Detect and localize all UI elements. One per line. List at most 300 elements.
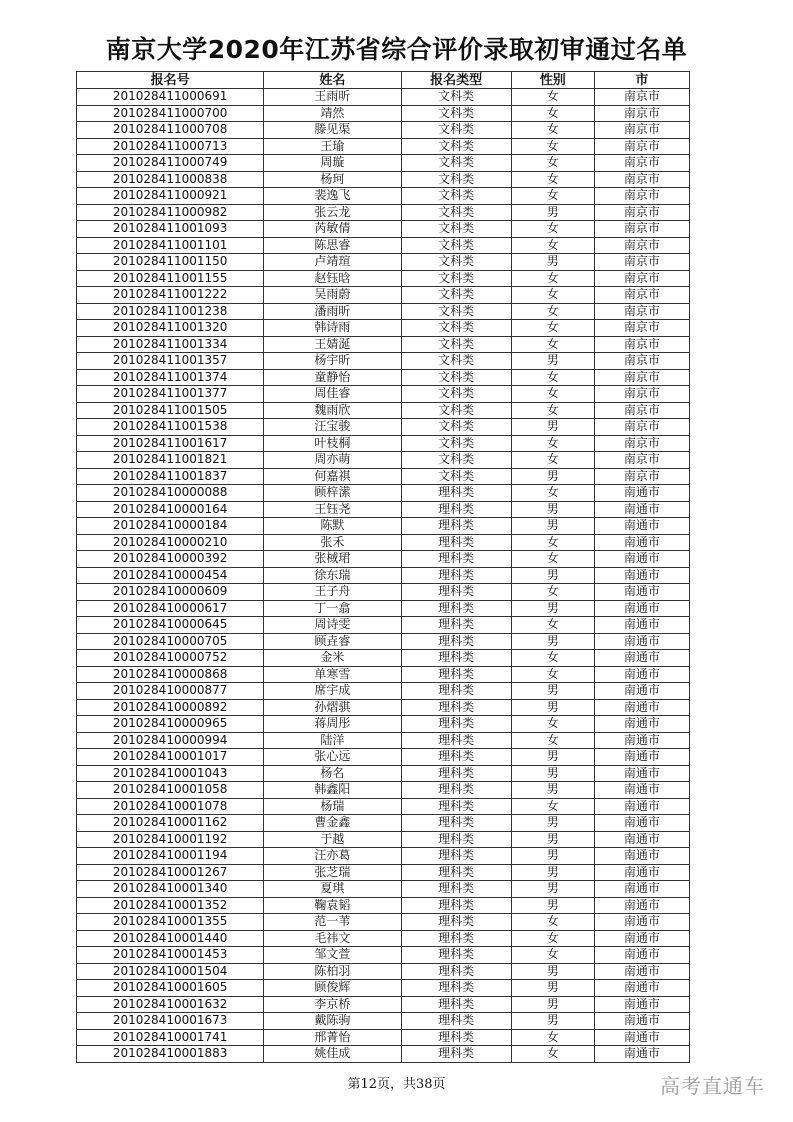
table-row <box>77 435 690 452</box>
category-cell: 理科类 <box>401 551 511 568</box>
category-cell: 文科类 <box>401 402 511 419</box>
city-cell: 南通市 <box>594 947 689 964</box>
name-cell: 曹金鑫 <box>264 815 401 832</box>
table-row <box>77 336 690 353</box>
name-cell: 滕见渠 <box>264 122 401 139</box>
gender-cell: 女 <box>511 320 594 337</box>
table-row <box>77 452 690 469</box>
category-cell: 文科类 <box>401 419 511 436</box>
category-cell: 文科类 <box>401 89 511 106</box>
table-row <box>77 320 690 337</box>
city-cell: 南京市 <box>594 89 689 106</box>
city-cell: 南通市 <box>594 831 689 848</box>
gender-cell: 女 <box>511 798 594 815</box>
city-cell: 南京市 <box>594 237 689 254</box>
table-row <box>77 848 690 865</box>
table-row <box>77 270 690 287</box>
table-row <box>77 534 690 551</box>
city-cell: 南通市 <box>594 567 689 584</box>
name-cell: 卢靖瑄 <box>264 254 401 271</box>
gender-cell: 女 <box>511 732 594 749</box>
table-row <box>77 204 690 221</box>
table-row <box>77 501 690 518</box>
registration-no-cell: 201028411000982 <box>77 204 264 221</box>
gender-cell: 女 <box>511 122 594 139</box>
registration-no-cell: 201028410000210 <box>77 534 264 551</box>
gender-cell: 女 <box>511 89 594 106</box>
header-gender: 性别 <box>511 72 594 89</box>
category-cell: 文科类 <box>401 155 511 172</box>
city-cell: 南京市 <box>594 204 689 221</box>
city-cell: 南京市 <box>594 138 689 155</box>
gender-cell: 女 <box>511 551 594 568</box>
name-cell: 周佳睿 <box>264 386 401 403</box>
header-registration-no: 报名号 <box>77 72 264 89</box>
category-cell: 理科类 <box>401 798 511 815</box>
category-cell: 文科类 <box>401 303 511 320</box>
gender-cell: 女 <box>511 237 594 254</box>
gender-cell: 男 <box>511 683 594 700</box>
registration-no-cell: 201028411000708 <box>77 122 264 139</box>
table-row <box>77 1029 690 1046</box>
city-cell: 南京市 <box>594 270 689 287</box>
registration-no-cell: 201028410000645 <box>77 617 264 634</box>
category-cell: 理科类 <box>401 683 511 700</box>
name-cell: 孙熠骐 <box>264 699 401 716</box>
city-cell: 南通市 <box>594 881 689 898</box>
gender-cell: 女 <box>511 402 594 419</box>
city-cell: 南京市 <box>594 353 689 370</box>
registration-no-cell: 201028410001355 <box>77 914 264 931</box>
registration-no-cell: 201028410000868 <box>77 666 264 683</box>
city-cell: 南通市 <box>594 897 689 914</box>
city-cell: 南通市 <box>594 666 689 683</box>
registration-no-cell: 201028410000752 <box>77 650 264 667</box>
city-cell: 南通市 <box>594 798 689 815</box>
category-cell: 理科类 <box>401 699 511 716</box>
category-cell: 文科类 <box>401 468 511 485</box>
watermark-logo-text: 高考直通车 <box>660 1074 765 1098</box>
name-cell: 张棫珺 <box>264 551 401 568</box>
name-cell: 杨宇昕 <box>264 353 401 370</box>
city-cell: 南京市 <box>594 402 689 419</box>
registration-no-cell: 201028411001377 <box>77 386 264 403</box>
category-cell: 文科类 <box>401 105 511 122</box>
registration-no-cell: 201028410001267 <box>77 864 264 881</box>
name-cell: 王婧涎 <box>264 336 401 353</box>
registration-no-cell: 201028411001374 <box>77 369 264 386</box>
city-cell: 南京市 <box>594 122 689 139</box>
gender-cell: 男 <box>511 831 594 848</box>
category-cell: 理科类 <box>401 930 511 947</box>
registration-no-cell: 201028411000749 <box>77 155 264 172</box>
gender-cell: 男 <box>511 1013 594 1030</box>
category-cell: 理科类 <box>401 650 511 667</box>
gender-cell: 女 <box>511 105 594 122</box>
name-cell: 邢菁怡 <box>264 1029 401 1046</box>
name-cell: 夏琪 <box>264 881 401 898</box>
gender-cell: 男 <box>511 765 594 782</box>
registration-no-cell: 201028410001043 <box>77 765 264 782</box>
registration-no-cell: 201028411001155 <box>77 270 264 287</box>
city-cell: 南通市 <box>594 815 689 832</box>
header-row <box>77 72 690 89</box>
category-cell: 理科类 <box>401 732 511 749</box>
registration-no-cell: 201028410001440 <box>77 930 264 947</box>
category-cell: 理科类 <box>401 534 511 551</box>
table-row <box>77 567 690 584</box>
table-row <box>77 782 690 799</box>
category-cell: 理科类 <box>401 1046 511 1063</box>
name-cell: 裴逸飞 <box>264 188 401 205</box>
registration-no-cell: 201028411001222 <box>77 287 264 304</box>
name-cell: 陈柏羽 <box>264 963 401 980</box>
city-cell: 南京市 <box>594 419 689 436</box>
category-cell: 文科类 <box>401 452 511 469</box>
name-cell: 汪宝骏 <box>264 419 401 436</box>
registration-no-cell: 201028410001605 <box>77 980 264 997</box>
registration-no-cell: 201028410001741 <box>77 1029 264 1046</box>
registration-no-cell: 201028410000705 <box>77 633 264 650</box>
gender-cell: 男 <box>511 518 594 535</box>
registration-no-cell: 201028410000877 <box>77 683 264 700</box>
gender-cell: 男 <box>511 468 594 485</box>
table-row <box>77 666 690 683</box>
table-row <box>77 765 690 782</box>
category-cell: 理科类 <box>401 666 511 683</box>
table-row <box>77 303 690 320</box>
gender-cell: 女 <box>511 369 594 386</box>
category-cell: 文科类 <box>401 287 511 304</box>
name-cell: 蒋周彤 <box>264 716 401 733</box>
admission-table <box>76 71 690 1063</box>
registration-no-cell: 201028410000617 <box>77 600 264 617</box>
category-cell: 文科类 <box>401 435 511 452</box>
table-row <box>77 600 690 617</box>
registration-no-cell: 201028411000713 <box>77 138 264 155</box>
gender-cell: 女 <box>511 1046 594 1063</box>
registration-no-cell: 201028411001320 <box>77 320 264 337</box>
name-cell: 戴陈驹 <box>264 1013 401 1030</box>
table-row <box>77 617 690 634</box>
header-category: 报名类型 <box>401 72 511 89</box>
name-cell: 韩诗雨 <box>264 320 401 337</box>
name-cell: 王子舟 <box>264 584 401 601</box>
gender-cell: 女 <box>511 188 594 205</box>
city-cell: 南通市 <box>594 864 689 881</box>
table-row <box>77 732 690 749</box>
city-cell: 南京市 <box>594 188 689 205</box>
registration-no-cell: 201028410000184 <box>77 518 264 535</box>
table-header <box>77 72 690 89</box>
table-row <box>77 749 690 766</box>
name-cell: 何嘉祺 <box>264 468 401 485</box>
registration-no-cell: 201028410000994 <box>77 732 264 749</box>
category-cell: 文科类 <box>401 254 511 271</box>
city-cell: 南京市 <box>594 468 689 485</box>
name-cell: 周璇 <box>264 155 401 172</box>
registration-no-cell: 201028411000838 <box>77 171 264 188</box>
name-cell: 周诗雯 <box>264 617 401 634</box>
gender-cell: 男 <box>511 501 594 518</box>
gender-cell: 女 <box>511 452 594 469</box>
city-cell: 南京市 <box>594 287 689 304</box>
registration-no-cell: 201028410000892 <box>77 699 264 716</box>
registration-no-cell: 201028410000965 <box>77 716 264 733</box>
gender-cell: 女 <box>511 716 594 733</box>
table-row <box>77 138 690 155</box>
name-cell: 王雨昕 <box>264 89 401 106</box>
city-cell: 南通市 <box>594 930 689 947</box>
table-row <box>77 122 690 139</box>
gender-cell: 男 <box>511 782 594 799</box>
name-cell: 金米 <box>264 650 401 667</box>
table-row <box>77 221 690 238</box>
registration-no-cell: 201028410001058 <box>77 782 264 799</box>
table-row <box>77 963 690 980</box>
table-row <box>77 419 690 436</box>
registration-no-cell: 201028410001352 <box>77 897 264 914</box>
gender-cell: 男 <box>511 254 594 271</box>
registration-no-cell: 201028411000691 <box>77 89 264 106</box>
city-cell: 南京市 <box>594 254 689 271</box>
category-cell: 理科类 <box>401 617 511 634</box>
gender-cell: 男 <box>511 204 594 221</box>
gender-cell: 男 <box>511 881 594 898</box>
gender-cell: 女 <box>511 155 594 172</box>
name-cell: 赵钰晗 <box>264 270 401 287</box>
gender-cell: 男 <box>511 980 594 997</box>
table-row <box>77 633 690 650</box>
registration-no-cell: 201028410001017 <box>77 749 264 766</box>
table-row <box>77 881 690 898</box>
header-city: 市 <box>594 72 689 89</box>
city-cell: 南京市 <box>594 336 689 353</box>
city-cell: 南通市 <box>594 1013 689 1030</box>
table-row <box>77 518 690 535</box>
city-cell: 南通市 <box>594 1029 689 1046</box>
table-row <box>77 468 690 485</box>
table-row <box>77 831 690 848</box>
city-cell: 南京市 <box>594 105 689 122</box>
city-cell: 南通市 <box>594 501 689 518</box>
table-row <box>77 551 690 568</box>
name-cell: 张禾 <box>264 534 401 551</box>
city-cell: 南通市 <box>594 732 689 749</box>
city-cell: 南通市 <box>594 650 689 667</box>
gender-cell: 男 <box>511 419 594 436</box>
name-cell: 叶枝桐 <box>264 435 401 452</box>
city-cell: 南京市 <box>594 320 689 337</box>
gender-cell: 女 <box>511 914 594 931</box>
registration-no-cell: 201028410001192 <box>77 831 264 848</box>
name-cell: 王瑜 <box>264 138 401 155</box>
table-row <box>77 930 690 947</box>
category-cell: 理科类 <box>401 848 511 865</box>
registration-no-cell: 201028411001150 <box>77 254 264 271</box>
gender-cell: 女 <box>511 171 594 188</box>
gender-cell: 女 <box>511 138 594 155</box>
table-row <box>77 980 690 997</box>
table-row <box>77 369 690 386</box>
category-cell: 文科类 <box>401 237 511 254</box>
gender-cell: 女 <box>511 930 594 947</box>
city-cell: 南通市 <box>594 980 689 997</box>
registration-no-cell: 201028410001673 <box>77 1013 264 1030</box>
gender-cell: 男 <box>511 600 594 617</box>
city-cell: 南通市 <box>594 749 689 766</box>
table-row <box>77 699 690 716</box>
registration-no-cell: 201028411001837 <box>77 468 264 485</box>
city-cell: 南京市 <box>594 303 689 320</box>
name-cell: 陈默 <box>264 518 401 535</box>
name-cell: 汪亦葛 <box>264 848 401 865</box>
name-cell: 陆洋 <box>264 732 401 749</box>
gender-cell: 女 <box>511 270 594 287</box>
category-cell: 理科类 <box>401 1029 511 1046</box>
city-cell: 南通市 <box>594 963 689 980</box>
registration-no-cell: 201028410001340 <box>77 881 264 898</box>
table-row <box>77 650 690 667</box>
category-cell: 文科类 <box>401 204 511 221</box>
name-cell: 张心远 <box>264 749 401 766</box>
name-cell: 靖然 <box>264 105 401 122</box>
city-cell: 南通市 <box>594 914 689 931</box>
category-cell: 理科类 <box>401 716 511 733</box>
category-cell: 理科类 <box>401 914 511 931</box>
gender-cell: 女 <box>511 666 594 683</box>
city-cell: 南京市 <box>594 452 689 469</box>
table-row <box>77 716 690 733</box>
name-cell: 顾俊辉 <box>264 980 401 997</box>
gender-cell: 女 <box>511 336 594 353</box>
name-cell: 顾垚睿 <box>264 633 401 650</box>
category-cell: 理科类 <box>401 980 511 997</box>
table-body <box>77 89 690 1063</box>
table-row <box>77 815 690 832</box>
registration-no-cell: 201028410001632 <box>77 996 264 1013</box>
category-cell: 文科类 <box>401 386 511 403</box>
city-cell: 南京市 <box>594 435 689 452</box>
registration-no-cell: 201028411001093 <box>77 221 264 238</box>
gender-cell: 男 <box>511 996 594 1013</box>
registration-no-cell: 201028410001504 <box>77 963 264 980</box>
table-row <box>77 386 690 403</box>
category-cell: 理科类 <box>401 1013 511 1030</box>
category-cell: 理科类 <box>401 782 511 799</box>
category-cell: 理科类 <box>401 584 511 601</box>
gender-cell: 男 <box>511 567 594 584</box>
city-cell: 南通市 <box>594 699 689 716</box>
table-row <box>77 402 690 419</box>
registration-no-cell: 201028410000392 <box>77 551 264 568</box>
category-cell: 理科类 <box>401 633 511 650</box>
table-row <box>77 947 690 964</box>
city-cell: 南通市 <box>594 600 689 617</box>
city-cell: 南通市 <box>594 683 689 700</box>
city-cell: 南通市 <box>594 551 689 568</box>
registration-no-cell: 201028411001538 <box>77 419 264 436</box>
category-cell: 理科类 <box>401 831 511 848</box>
gender-cell: 男 <box>511 815 594 832</box>
page-title: 南京大学2020年江苏省综合评价录取初审通过名单 <box>105 35 688 64</box>
name-cell: 潘雨昕 <box>264 303 401 320</box>
table-row <box>77 287 690 304</box>
registration-no-cell: 201028410001883 <box>77 1046 264 1063</box>
registration-no-cell: 201028410001453 <box>77 947 264 964</box>
name-cell: 王钰尧 <box>264 501 401 518</box>
gender-cell: 男 <box>511 633 594 650</box>
category-cell: 理科类 <box>401 600 511 617</box>
city-cell: 南通市 <box>594 584 689 601</box>
city-cell: 南通市 <box>594 485 689 502</box>
gender-cell: 女 <box>511 534 594 551</box>
category-cell: 理科类 <box>401 567 511 584</box>
registration-no-cell: 201028411000700 <box>77 105 264 122</box>
category-cell: 理科类 <box>401 947 511 964</box>
name-cell: 杨珂 <box>264 171 401 188</box>
name-cell: 邹文萱 <box>264 947 401 964</box>
category-cell: 理科类 <box>401 897 511 914</box>
gender-cell: 女 <box>511 221 594 238</box>
name-cell: 杨瑞 <box>264 798 401 815</box>
gender-cell: 男 <box>511 749 594 766</box>
gender-cell: 女 <box>511 287 594 304</box>
table-row <box>77 254 690 271</box>
name-cell: 顾梓潆 <box>264 485 401 502</box>
table-row <box>77 188 690 205</box>
registration-no-cell: 201028411001238 <box>77 303 264 320</box>
gender-cell: 女 <box>511 650 594 667</box>
category-cell: 理科类 <box>401 996 511 1013</box>
registration-no-cell: 201028410000609 <box>77 584 264 601</box>
registration-no-cell: 201028411001821 <box>77 452 264 469</box>
name-cell: 张云龙 <box>264 204 401 221</box>
category-cell: 理科类 <box>401 815 511 832</box>
category-cell: 文科类 <box>401 221 511 238</box>
table-row <box>77 996 690 1013</box>
registration-no-cell: 201028411001334 <box>77 336 264 353</box>
city-cell: 南通市 <box>594 782 689 799</box>
gender-cell: 女 <box>511 435 594 452</box>
name-cell: 鞠袁韬 <box>264 897 401 914</box>
name-cell: 姚佳成 <box>264 1046 401 1063</box>
gender-cell: 男 <box>511 897 594 914</box>
table-row <box>77 683 690 700</box>
category-cell: 理科类 <box>401 749 511 766</box>
table-row <box>77 584 690 601</box>
registration-no-cell: 201028410001194 <box>77 848 264 865</box>
name-cell: 丁一翕 <box>264 600 401 617</box>
city-cell: 南京市 <box>594 369 689 386</box>
registration-no-cell: 201028410000454 <box>77 567 264 584</box>
city-cell: 南京市 <box>594 221 689 238</box>
category-cell: 文科类 <box>401 138 511 155</box>
name-cell: 陈思睿 <box>264 237 401 254</box>
city-cell: 南通市 <box>594 534 689 551</box>
category-cell: 文科类 <box>401 270 511 287</box>
gender-cell: 男 <box>511 353 594 370</box>
gender-cell: 男 <box>511 864 594 881</box>
category-cell: 文科类 <box>401 188 511 205</box>
name-cell: 杨名 <box>264 765 401 782</box>
registration-no-cell: 201028410000088 <box>77 485 264 502</box>
name-cell: 吴雨蔚 <box>264 287 401 304</box>
category-cell: 理科类 <box>401 765 511 782</box>
table-row <box>77 798 690 815</box>
registration-no-cell: 201028410001078 <box>77 798 264 815</box>
name-cell: 范一苇 <box>264 914 401 931</box>
